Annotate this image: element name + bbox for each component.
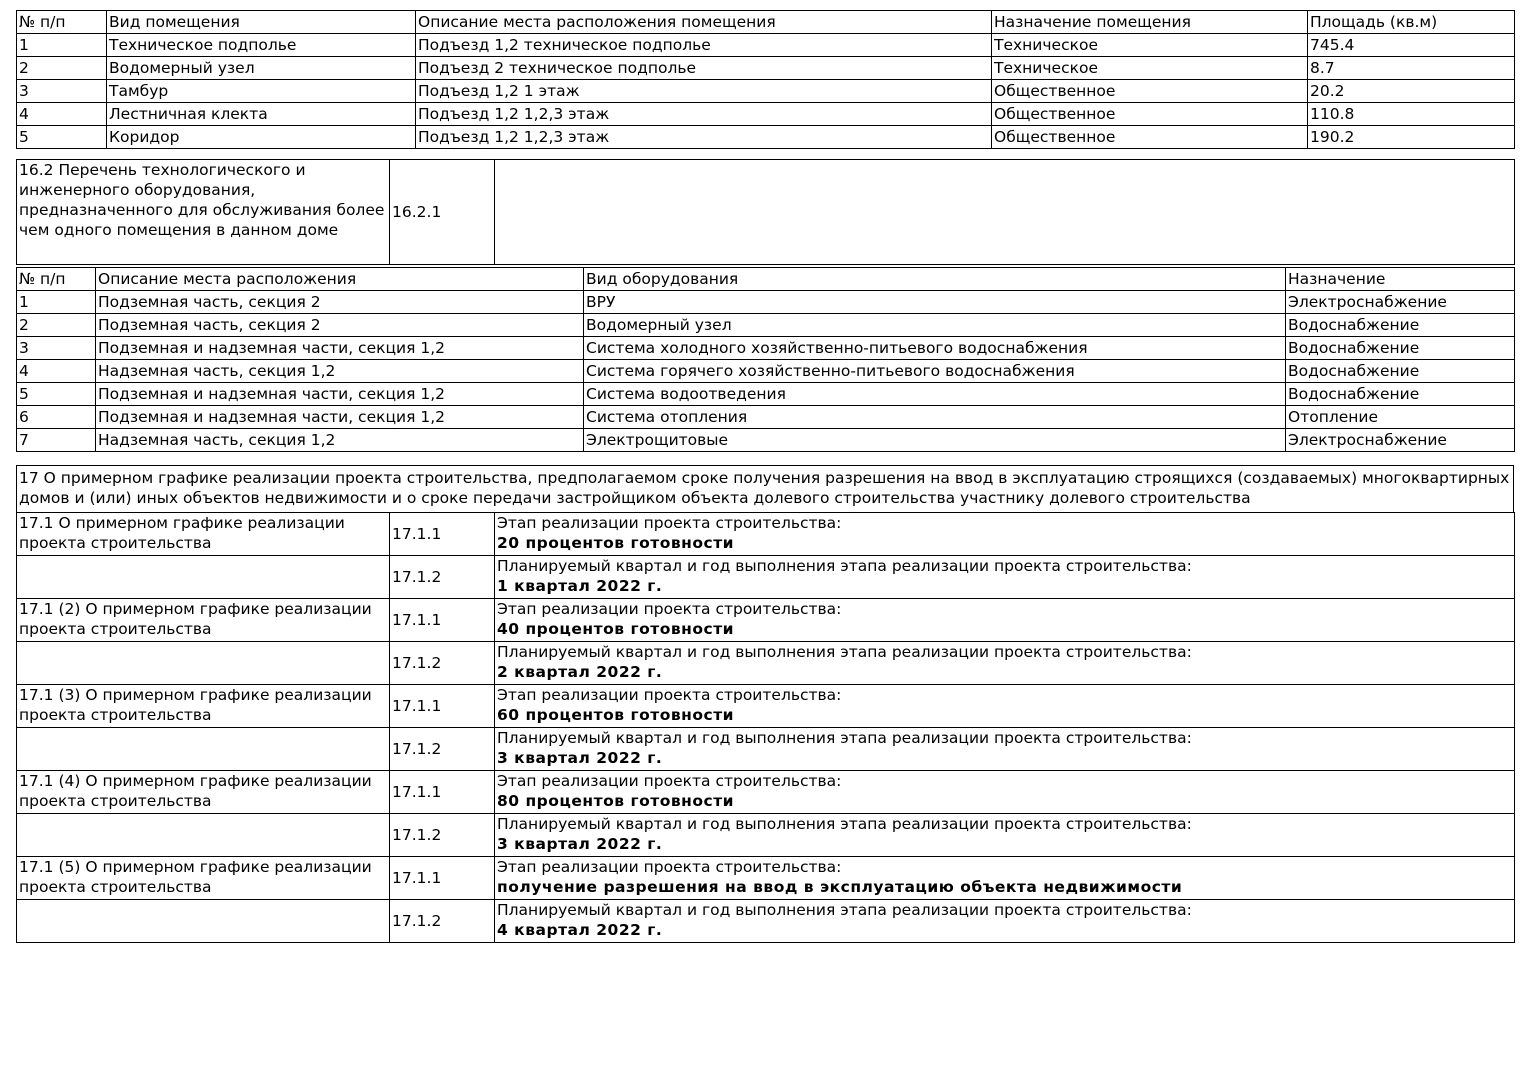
- schedule-code: 17.1.1: [390, 685, 495, 728]
- schedule-quarter-row: [17, 556, 1515, 599]
- cell: Тамбур: [107, 80, 416, 103]
- schedule-code: 17.1.1: [390, 599, 495, 642]
- stage-label: Этап реализации проекта строительства:: [497, 600, 842, 618]
- cell: Водоснабжение: [1286, 337, 1515, 360]
- table-row: [17, 57, 1515, 80]
- header-cell: Описание места расположения: [96, 268, 584, 291]
- schedule-quarter-row: [17, 814, 1515, 857]
- cell: Водомерный узел: [584, 314, 1286, 337]
- cell: ВРУ: [584, 291, 1286, 314]
- cell: 3: [17, 80, 107, 103]
- cell: Электроснабжение: [1286, 429, 1515, 452]
- cell: 6: [17, 406, 96, 429]
- cell: Подземная часть, секция 2: [96, 314, 584, 337]
- stage-value: 80 процентов готовности: [497, 792, 735, 810]
- cell: Техническое: [992, 34, 1308, 57]
- premises-table: [16, 10, 1515, 149]
- table-row: [17, 406, 1515, 429]
- cell: Подъезд 1,2 1 этаж: [416, 80, 992, 103]
- cell: Подземная и надземная части, секция 1,2: [96, 406, 584, 429]
- schedule-quarter-cell: [495, 900, 1515, 943]
- quarter-value: 3 квартал 2022 г.: [497, 835, 663, 853]
- schedule-title: 17.1 (5) О примерном графике реализации проекта строительства: [17, 857, 390, 900]
- schedule-empty-cell: [17, 556, 390, 599]
- cell: Общественное: [992, 126, 1308, 149]
- schedule-stage-row: [17, 857, 1515, 900]
- cell: 1: [17, 34, 107, 57]
- header-cell: № п/п: [17, 268, 96, 291]
- header-cell: Назначение помещения: [992, 11, 1308, 34]
- section-16-2-code: 16.2.1: [390, 160, 495, 265]
- quarter-label: Планируемый квартал и год выполнения этапа реализации проекта строительства:: [497, 901, 1192, 919]
- cell: 2: [17, 314, 96, 337]
- quarter-label: Планируемый квартал и год выполнения этапа реализации проекта строительства:: [497, 643, 1192, 661]
- stage-label: Этап реализации проекта строительства:: [497, 858, 842, 876]
- cell: Общественное: [992, 103, 1308, 126]
- quarter-label: Планируемый квартал и год выполнения этапа реализации проекта строительства:: [497, 557, 1192, 575]
- cell: 7: [17, 429, 96, 452]
- table-row: [17, 429, 1515, 452]
- schedule-quarter-cell: [495, 642, 1515, 685]
- table-row: [17, 291, 1515, 314]
- stage-label: Этап реализации проекта строительства:: [497, 686, 842, 704]
- cell: Водоснабжение: [1286, 383, 1515, 406]
- schedule-stage-cell: [495, 599, 1515, 642]
- schedule-code: 17.1.2: [390, 728, 495, 771]
- cell: Техническое: [992, 57, 1308, 80]
- schedule-stage-row: [17, 513, 1515, 556]
- schedule-quarter-cell: [495, 814, 1515, 857]
- cell: Общественное: [992, 80, 1308, 103]
- schedule-quarter-row: [17, 900, 1515, 943]
- header-cell: Площадь (кв.м): [1308, 11, 1515, 34]
- cell: 190.2: [1308, 126, 1515, 149]
- cell: Техническое подполье: [107, 34, 416, 57]
- schedule-empty-cell: [17, 728, 390, 771]
- schedule-code: 17.1.1: [390, 857, 495, 900]
- table-row: [17, 126, 1515, 149]
- cell: Система отопления: [584, 406, 1286, 429]
- cell: Система водоотведения: [584, 383, 1286, 406]
- table-row: [17, 337, 1515, 360]
- schedule-quarter-cell: [495, 728, 1515, 771]
- schedule-code: 17.1.2: [390, 814, 495, 857]
- cell: 2: [17, 57, 107, 80]
- cell: Подъезд 2 техническое подполье: [416, 57, 992, 80]
- cell: 8.7: [1308, 57, 1515, 80]
- stage-value: получение разрешения на ввод в эксплуатацию объекта недвижимости: [497, 878, 1183, 896]
- schedule-stage-row: [17, 685, 1515, 728]
- quarter-label: Планируемый квартал и год выполнения этапа реализации проекта строительства:: [497, 815, 1192, 833]
- header-cell: Описание места расположения помещения: [416, 11, 992, 34]
- schedule-stage-row: [17, 771, 1515, 814]
- cell: Подземная и надземная части, секция 1,2: [96, 337, 584, 360]
- table-row: [17, 103, 1515, 126]
- schedule-quarter-row: [17, 728, 1515, 771]
- stage-value: 60 процентов готовности: [497, 706, 735, 724]
- schedule-code: 17.1.2: [390, 556, 495, 599]
- schedule-code: 17.1.2: [390, 642, 495, 685]
- schedule-stage-row: [17, 599, 1515, 642]
- header-cell: № п/п: [17, 11, 107, 34]
- cell: Надземная часть, секция 1,2: [96, 360, 584, 383]
- schedule-title: 17.1 О примерном графике реализации проекта строительства: [17, 513, 390, 556]
- schedule-title: 17.1 (2) О примерном графике реализации проекта строительства: [17, 599, 390, 642]
- schedule-quarter-row: [17, 642, 1515, 685]
- section-16-2: [16, 159, 1515, 265]
- header-cell: Вид помещения: [107, 11, 416, 34]
- cell: Водомерный узел: [107, 57, 416, 80]
- quarter-value: 2 квартал 2022 г.: [497, 663, 663, 681]
- cell: Коридор: [107, 126, 416, 149]
- cell: 20.2: [1308, 80, 1515, 103]
- cell: 110.8: [1308, 103, 1515, 126]
- table-row: [17, 34, 1515, 57]
- quarter-value: 4 квартал 2022 г.: [497, 921, 663, 939]
- cell: Подъезд 1,2 1,2,3 этаж: [416, 103, 992, 126]
- cell: Отопление: [1286, 406, 1515, 429]
- equipment-table: [16, 267, 1515, 452]
- section-16-2-value: [495, 160, 1515, 265]
- table-row: [17, 314, 1515, 337]
- schedule-code: 17.1.2: [390, 900, 495, 943]
- schedule-stage-cell: [495, 685, 1515, 728]
- cell: Надземная часть, секция 1,2: [96, 429, 584, 452]
- schedule-stage-cell: [495, 857, 1515, 900]
- cell: 745.4: [1308, 34, 1515, 57]
- stage-value: 20 процентов готовности: [497, 534, 735, 552]
- stage-label: Этап реализации проекта строительства:: [497, 514, 842, 532]
- table-row: [17, 383, 1515, 406]
- section-16-2-title: 16.2 Перечень технологического и инженерного оборудования, предназначенного для обслуживания более чем одного помещения в данном доме: [17, 160, 390, 265]
- header-cell: Назначение: [1286, 268, 1515, 291]
- cell: Водоснабжение: [1286, 314, 1515, 337]
- schedule-title: 17.1 (3) О примерном графике реализации проекта строительства: [17, 685, 390, 728]
- table-header-row: [17, 11, 1515, 34]
- schedule-stage-cell: [495, 513, 1515, 556]
- stage-value: 40 процентов готовности: [497, 620, 735, 638]
- schedule-empty-cell: [17, 642, 390, 685]
- section-17: [16, 465, 1514, 513]
- cell: Подземная и надземная части, секция 1,2: [96, 383, 584, 406]
- schedule-code: 17.1.1: [390, 513, 495, 556]
- table-header-row: [17, 268, 1515, 291]
- schedule-empty-cell: [17, 900, 390, 943]
- cell: 5: [17, 126, 107, 149]
- schedule-empty-cell: [17, 814, 390, 857]
- cell: 3: [17, 337, 96, 360]
- schedule-stage-cell: [495, 771, 1515, 814]
- schedule-code: 17.1.1: [390, 771, 495, 814]
- schedule-title: 17.1 (4) О примерном графике реализации проекта строительства: [17, 771, 390, 814]
- cell: 4: [17, 103, 107, 126]
- cell: Подъезд 1,2 техническое подполье: [416, 34, 992, 57]
- stage-label: Этап реализации проекта строительства:: [497, 772, 842, 790]
- table-row: [17, 80, 1515, 103]
- quarter-value: 3 квартал 2022 г.: [497, 749, 663, 767]
- cell: Подземная часть, секция 2: [96, 291, 584, 314]
- cell: Система горячего хозяйственно-питьевого водоснабжения: [584, 360, 1286, 383]
- cell: Электрощитовые: [584, 429, 1286, 452]
- cell: Подъезд 1,2 1,2,3 этаж: [416, 126, 992, 149]
- schedule-quarter-cell: [495, 556, 1515, 599]
- section-17-title: 17 О примерном графике реализации проекта строительства, предполагаемом сроке получения разрешения на ввод в эксплуатацию строящихся (создаваемых) многоквартирных домов и (или) иных объектов недвижимости и о сроке передачи застройщиком объекта долевого строительства участнику долевого строительства: [17, 466, 1514, 513]
- schedule-table: [16, 512, 1515, 943]
- cell: Лестничная клекта: [107, 103, 416, 126]
- cell: Электроснабжение: [1286, 291, 1515, 314]
- table-row: [17, 360, 1515, 383]
- cell: 4: [17, 360, 96, 383]
- cell: 5: [17, 383, 96, 406]
- quarter-value: 1 квартал 2022 г.: [497, 577, 663, 595]
- quarter-label: Планируемый квартал и год выполнения этапа реализации проекта строительства:: [497, 729, 1192, 747]
- cell: 1: [17, 291, 96, 314]
- cell: Водоснабжение: [1286, 360, 1515, 383]
- header-cell: Вид оборудования: [584, 268, 1286, 291]
- cell: Система холодного хозяйственно-питьевого водоснабжения: [584, 337, 1286, 360]
